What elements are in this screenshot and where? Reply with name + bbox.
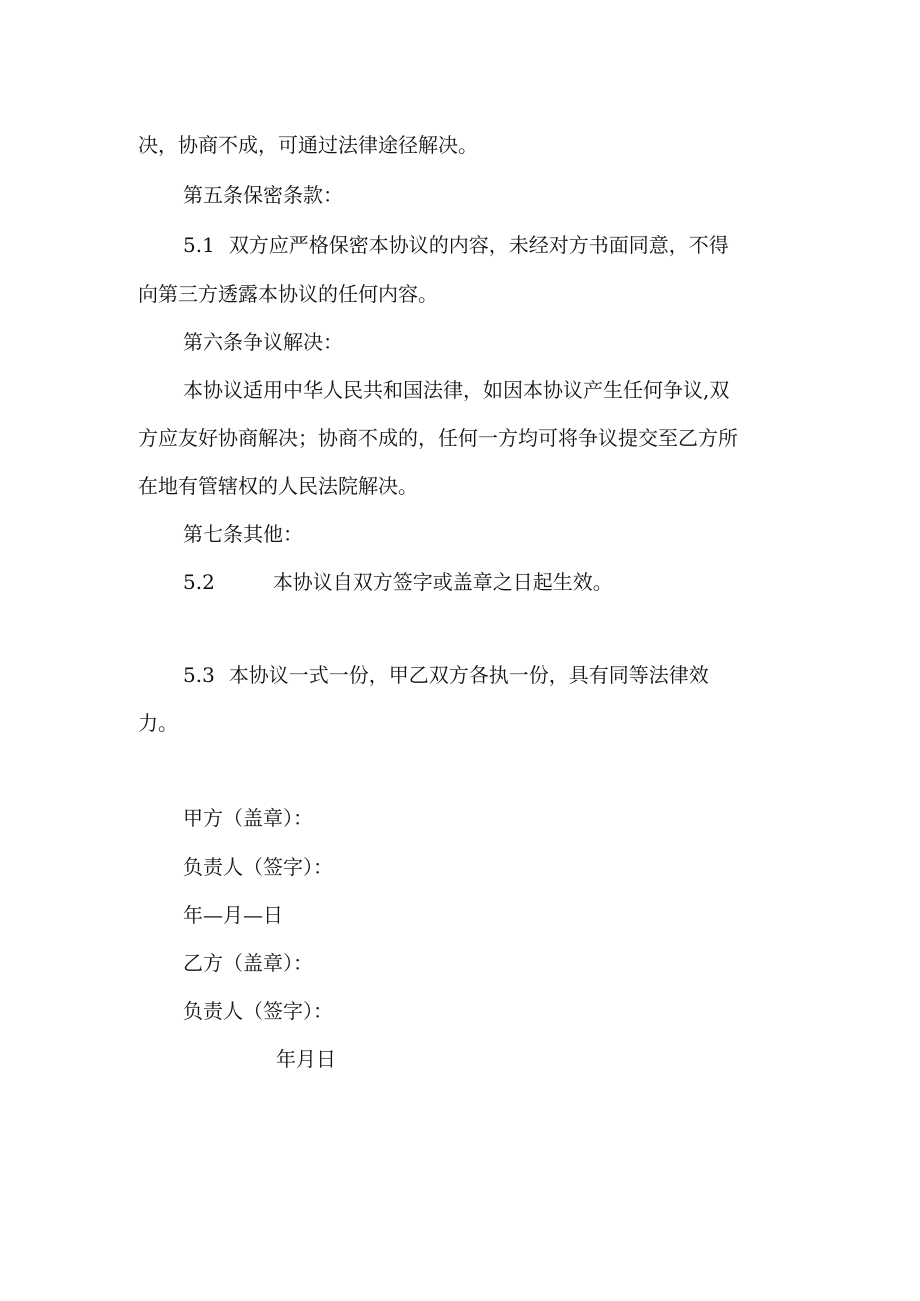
clause-5-2 <box>183 570 613 594</box>
paragraph-line: 力。 <box>138 711 178 735</box>
paragraph-line: 方应友好协商解决；协商不成的，任何一方均可将争议提交至乙方所 <box>138 426 738 450</box>
party-b-seal-label: 乙方（盖章）： <box>183 951 313 975</box>
paragraph-line: 本协议适用中华人民共和国法律，如因本协议产生任何争议,双 <box>183 378 730 402</box>
paragraph-line: 向第三方透露本协议的任何内容。 <box>138 282 438 306</box>
clause-5-3 <box>183 663 709 687</box>
party-a-date-label: 年—月—日 <box>183 903 283 927</box>
clause-5-1 <box>183 233 729 257</box>
clause-number: 5.3 <box>183 663 215 687</box>
party-a-representative-label: 负责人（签字）： <box>183 855 333 879</box>
clause-number: 5.1 <box>183 233 215 257</box>
section-heading-confidentiality: 第五条保密条款： <box>183 183 343 207</box>
party-b-representative-label: 负责人（签字）： <box>183 999 333 1023</box>
party-a-seal-label: 甲方（盖章）： <box>183 806 313 830</box>
party-b-date-label: 年月日 <box>276 1047 336 1071</box>
section-heading-other: 第七条其他： <box>183 522 303 546</box>
clause-text: 本协议一式一份，甲乙双方各执一份，具有同等法律效 <box>228 663 709 687</box>
paragraph-line: 决，协商不成，可通过法律途径解决。 <box>138 133 478 157</box>
clause-text: 本协议自双方签字或盖章之日起生效。 <box>272 570 613 594</box>
section-heading-dispute: 第六条争议解决： <box>183 330 343 354</box>
paragraph-line: 在地有管辖权的人民法院解决。 <box>138 474 418 498</box>
clause-text: 双方应严格保密本协议的内容，未经对方书面同意，不得 <box>228 233 729 257</box>
clause-number: 5.2 <box>183 570 215 594</box>
